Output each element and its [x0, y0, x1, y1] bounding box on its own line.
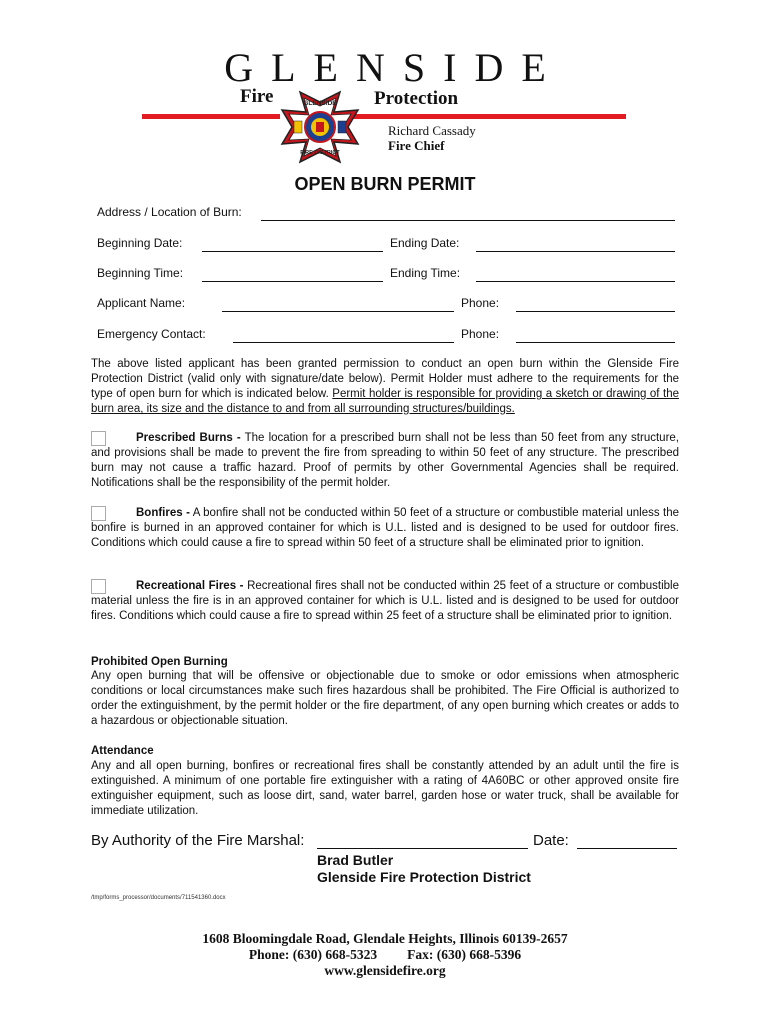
- signer-organization: Glenside Fire Protection District: [317, 869, 531, 885]
- bonfires-title: Bonfires -: [136, 507, 190, 519]
- prohibited-heading: Prohibited Open Burning: [91, 656, 228, 668]
- chief-name: Richard Cassady: [388, 123, 476, 138]
- recreational-fires-text: Recreational fires shall not be conducted within 25 feet of a structure or combustible material unless the fire is in an approved container for which is U.L. listed and is designed to be used for outdoor fires. Conditions which could cause a fire to spread within 25 feet of a structure shall be eliminated prior to ignition.: [91, 580, 679, 622]
- org-name-heading: GLENSIDE: [224, 45, 564, 90]
- beginning-date-label: Beginning Date:: [97, 236, 183, 250]
- fire-word: Fire: [240, 86, 274, 107]
- logo-text-bottom: FIRE DISTRICT: [300, 150, 340, 156]
- ending-time-label: Ending Time:: [390, 266, 461, 280]
- intro-text: The above listed applicant has been granted permission to conduct an open burn within the Glenside Fire Protection District (valid only with signature/date below). Permit Holder must adhere to the requirements for the type of open burn for which is indicated below.: [91, 358, 679, 400]
- applicant-name-field[interactable]: [222, 297, 454, 312]
- footer-phone: Phone: (630) 668-5323: [248, 947, 378, 962]
- beginning-time-label: Beginning Time:: [97, 266, 184, 280]
- beginning-date-field[interactable]: [202, 237, 383, 252]
- ending-time-field[interactable]: [476, 267, 675, 282]
- signer-name: Brad Butler: [317, 852, 394, 868]
- logo-text-top: GLENSIDE: [303, 100, 337, 107]
- bonfires-text: A bonfire shall not be conducted within 50 feet of a structure or combustible material unless the bonfire is burned in an approved container for which is U.L. listed and is designed to be used for outdoor fires. Conditions which could cause a fire to spread within 50 feet of a structure shall be eliminated prior to ignition.: [91, 507, 679, 549]
- ending-date-field[interactable]: [476, 237, 675, 252]
- protection-word: Protection: [374, 88, 459, 109]
- footer-website[interactable]: www.glensidefire.org: [324, 963, 446, 978]
- footer-fax: Fax: (630) 668-5396: [407, 947, 522, 962]
- emergency-contact-label: Emergency Contact:: [97, 327, 206, 341]
- intro-paragraph: [91, 357, 679, 417]
- date-label: Date:: [533, 832, 569, 849]
- attendance-heading: Attendance: [91, 745, 154, 757]
- emergency-phone-label: Phone:: [461, 327, 500, 341]
- phone-field[interactable]: [516, 297, 675, 312]
- chief-title: Fire Chief: [388, 138, 445, 153]
- recreational-fires-paragraph: [91, 579, 679, 624]
- bonfires-paragraph: [91, 506, 679, 551]
- prescribed-burns-title: Prescribed Burns -: [136, 432, 241, 444]
- red-rule-right: [348, 114, 626, 119]
- footer-contact: [0, 947, 770, 963]
- beginning-time-field[interactable]: [202, 267, 383, 282]
- signature-date-field[interactable]: [577, 834, 677, 849]
- applicant-name-label: Applicant Name:: [97, 296, 186, 310]
- ending-date-label: Ending Date:: [390, 236, 460, 250]
- red-rule-left: [142, 114, 280, 119]
- prescribed-burns-paragraph: [91, 431, 679, 491]
- authority-label: By Authority of the Fire Marshal:: [91, 832, 305, 849]
- attendance-text: Any and all open burning, bonfires or recreational fires shall be constantly attended by an adult until the fire is extinguished. A minimum of one portable fire extinguisher with a rating of 4A60BC or other approved onsite fire extinguisher equipment, such as loose dirt, sand, water barrel, garden hose or water truck, shall be available for immediate utilization.: [91, 760, 679, 817]
- emergency-contact-field[interactable]: [233, 328, 454, 343]
- signature-field[interactable]: [317, 834, 528, 849]
- footer-address: 1608 Bloomingdale Road, Glendale Heights, Illinois 60139-2657: [202, 931, 568, 946]
- recreational-fires-title: Recreational Fires -: [136, 580, 244, 592]
- permit-title: OPEN BURN PERMIT: [294, 174, 476, 194]
- address-label: Address / Location of Burn:: [97, 205, 242, 219]
- emergency-phone-field[interactable]: [516, 328, 675, 343]
- intro-underlined-text: Permit holder is responsible for providing a sketch or drawing of the burn area, its size and the distance to and from all surrounding structures/buildings.: [91, 388, 679, 415]
- phone-label: Phone:: [461, 296, 500, 310]
- fire-district-logo: [278, 88, 362, 166]
- prohibited-text: Any open burning that will be offensive or objectionable due to smoke or odor emissions when atmospheric conditions or local circumstances make such fires hazardous shall be prohibited. The Fire Official is authorized to order the extinguishment, by the permit holder or the fire department, of any open burning which creates or adds to a hazardous or objectionable situation.: [91, 670, 679, 727]
- file-path: /tmp/forms_processor/documents/711541360.docx: [91, 895, 226, 901]
- address-field[interactable]: [261, 206, 675, 221]
- prescribed-burns-text: The location for a prescribed burn shall not be less than 50 feet from any structure, and provisions shall be made to prevent the fire from spreading to within 50 feet of any structure. The prescribed burn may not cause a traffic hazard. Proof of permits by other Governmental Agencies shall be required. Notifications shall be the responsibility of the permit holder.: [91, 432, 679, 489]
